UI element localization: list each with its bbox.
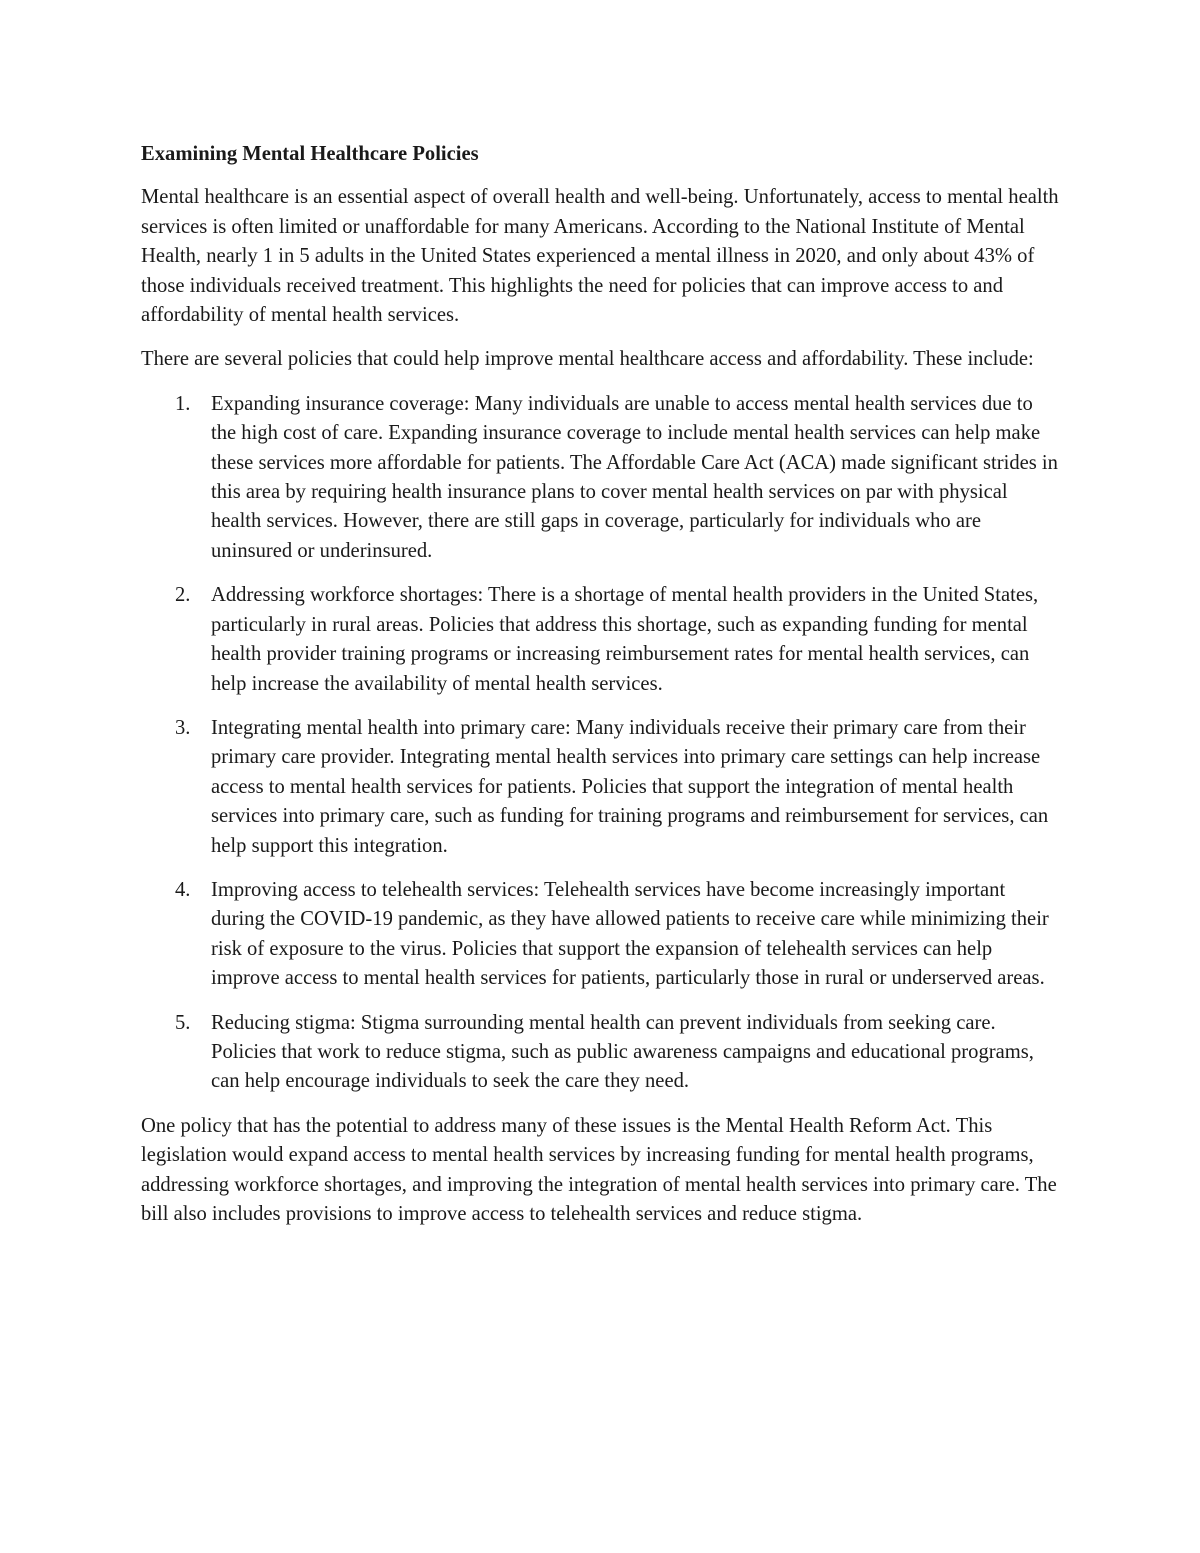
list-item-text: Expanding insurance coverage: Many individuals are unable to access mental health services due to the high cost of care. Expanding insurance coverage to include mental health services can help make these services more affordable for patients. The Affordable Care Act (ACA) made significant strides in this area by requiring health insurance plans to cover mental health services on par with physical health services. However, there are still gaps in coverage, particularly for individuals who are uninsured or underinsured. <box>211 392 1058 562</box>
list-item <box>141 714 1061 861</box>
list-item <box>141 581 1061 699</box>
policy-list <box>141 390 1061 1097</box>
list-item-text: Improving access to telehealth services: Telehealth services have become increasingly important during the COVID-19 pandemic, as they have allowed patients to receive care while minimizing their risk of exposure to the virus. Policies that support the expansion of telehealth services can help improve access to mental health services for patients, particularly those in rural or underserved areas. <box>211 878 1049 990</box>
list-item-number: 5. <box>175 1011 191 1034</box>
list-item-text: Addressing workforce shortages: There is a shortage of mental health providers in the United States, particularly in rural areas. Policies that address this shortage, such as expanding funding for mental health provider training programs or increasing reimbursement rates for mental health services, can help increase the availability of mental health services. <box>211 584 1039 695</box>
list-item <box>141 1009 1061 1097</box>
list-item-number: 3. <box>175 716 191 739</box>
list-item-number: 1. <box>175 392 191 415</box>
list-item-text: Integrating mental health into primary care: Many individuals receive their primary care from their primary care provider. Integrating mental health services into primary care settings can help increase access to mental health services for patients. Policies that support the integration of mental health services into primary care, such as funding for training programs and reimbursement for services, can help support this integration. <box>211 716 1049 857</box>
list-item <box>141 390 1061 566</box>
intro-paragraph: Mental healthcare is an essential aspect of overall health and well-being. Unfortunately, access to mental health services is often limited or unaffordable for many Americans. According to the National Institute of Mental Health, nearly 1 in 5 adults in the United States experienced a mental illness in 2020, and only about 43% of those individuals received treatment. This highlights the need for policies that can improve access to and affordability of mental health services. <box>141 186 1059 327</box>
list-intro-paragraph: There are several policies that could help improve mental healthcare access and affordability. These include: <box>141 348 1034 371</box>
list-item-text: Reducing stigma: Stigma surrounding mental health can prevent individuals from seeking care. Policies that work to reduce stigma, such as public awareness campaigns and educational programs, can help encourage individuals to seek the care they need. <box>211 1011 1034 1093</box>
document-title: Examining Mental Healthcare Policies <box>141 143 479 165</box>
document-page <box>141 140 1061 1244</box>
list-item-number: 2. <box>175 584 191 607</box>
closing-paragraph: One policy that has the potential to address many of these issues is the Mental Health Reform Act. This legislation would expand access to mental health services by increasing funding for mental health programs, addressing workforce shortages, and improving the integration of mental health services into primary care. The bill also includes provisions to improve access to telehealth services and reduce stigma. <box>141 1114 1057 1225</box>
list-item-number: 4. <box>175 878 191 901</box>
list-item <box>141 876 1061 994</box>
